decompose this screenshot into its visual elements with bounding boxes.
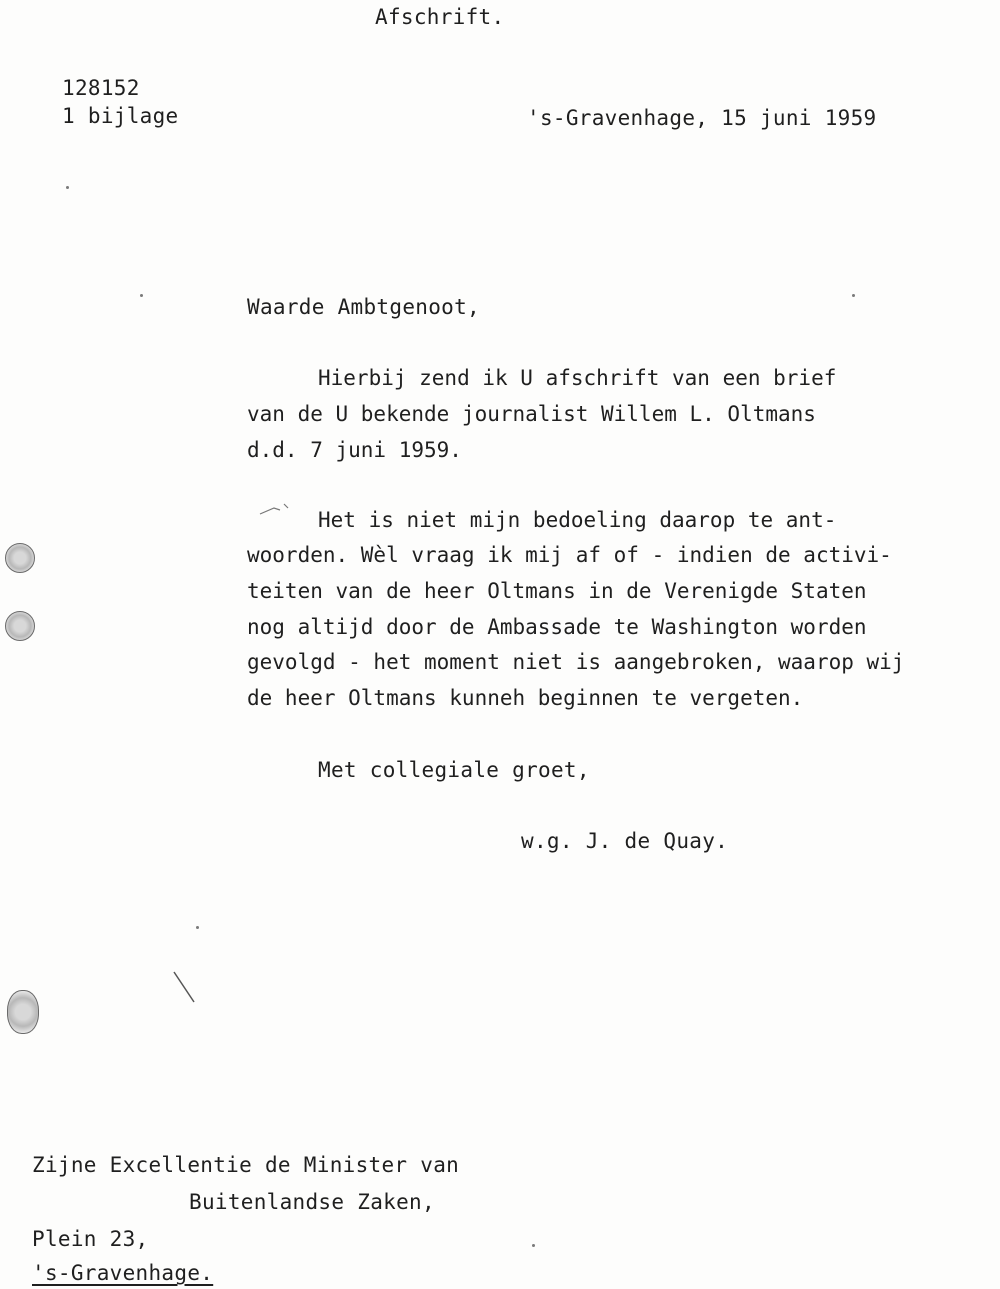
paragraph1-line: van de U bekende journalist Willem L. Oltmans [247, 402, 816, 426]
salutation: Waarde Ambtgenoot, [247, 295, 480, 319]
paragraph2-line: de heer Oltmans kunneh beginnen te vergeten. [247, 686, 804, 710]
closing: Met collegiale groet, [318, 758, 590, 782]
pen-mark-small [256, 500, 296, 520]
pen-mark [170, 968, 200, 1008]
reference-number: 128152 [62, 76, 140, 100]
paragraph1-line: Hierbij zend ik U afschrift van een brief [318, 366, 837, 390]
scan-speck [196, 926, 199, 929]
signature: w.g. J. de Quay. [521, 829, 729, 853]
paragraph1-line: d.d. 7 juni 1959. [247, 438, 462, 462]
document-title: Afschrift. [375, 5, 505, 29]
address-line-3: Plein 23, [32, 1227, 149, 1251]
punch-hole-top [5, 543, 35, 573]
scan-speck [66, 186, 69, 189]
address-line-1: Zijne Excellentie de Minister van [32, 1153, 460, 1177]
place-date: 's-Gravenhage, 15 juni 1959 [527, 106, 877, 130]
scan-speck [852, 294, 855, 297]
paragraph2-line: nog altijd door de Ambassade te Washington worden [247, 615, 867, 639]
scan-speck [140, 294, 143, 297]
punch-hole-middle [5, 611, 35, 641]
paragraph2-line: gevolgd - het moment niet is aangebroken, waarop wij [247, 650, 905, 674]
address-line-4: 's-Gravenhage. [32, 1261, 214, 1285]
paragraph2-line: teiten van de heer Oltmans in de Verenigde Staten [247, 579, 867, 603]
attachments-count: 1 bijlage [62, 104, 179, 128]
scan-speck [532, 1244, 535, 1247]
address-line-2: Buitenlandse Zaken, [189, 1190, 435, 1214]
paragraph2-line: woorden. Wèl vraag ik mij af of - indien de activi- [247, 543, 892, 567]
paragraph2-line: Het is niet mijn bedoeling daarop te ant- [318, 508, 837, 532]
punch-hole-bottom [7, 990, 39, 1034]
